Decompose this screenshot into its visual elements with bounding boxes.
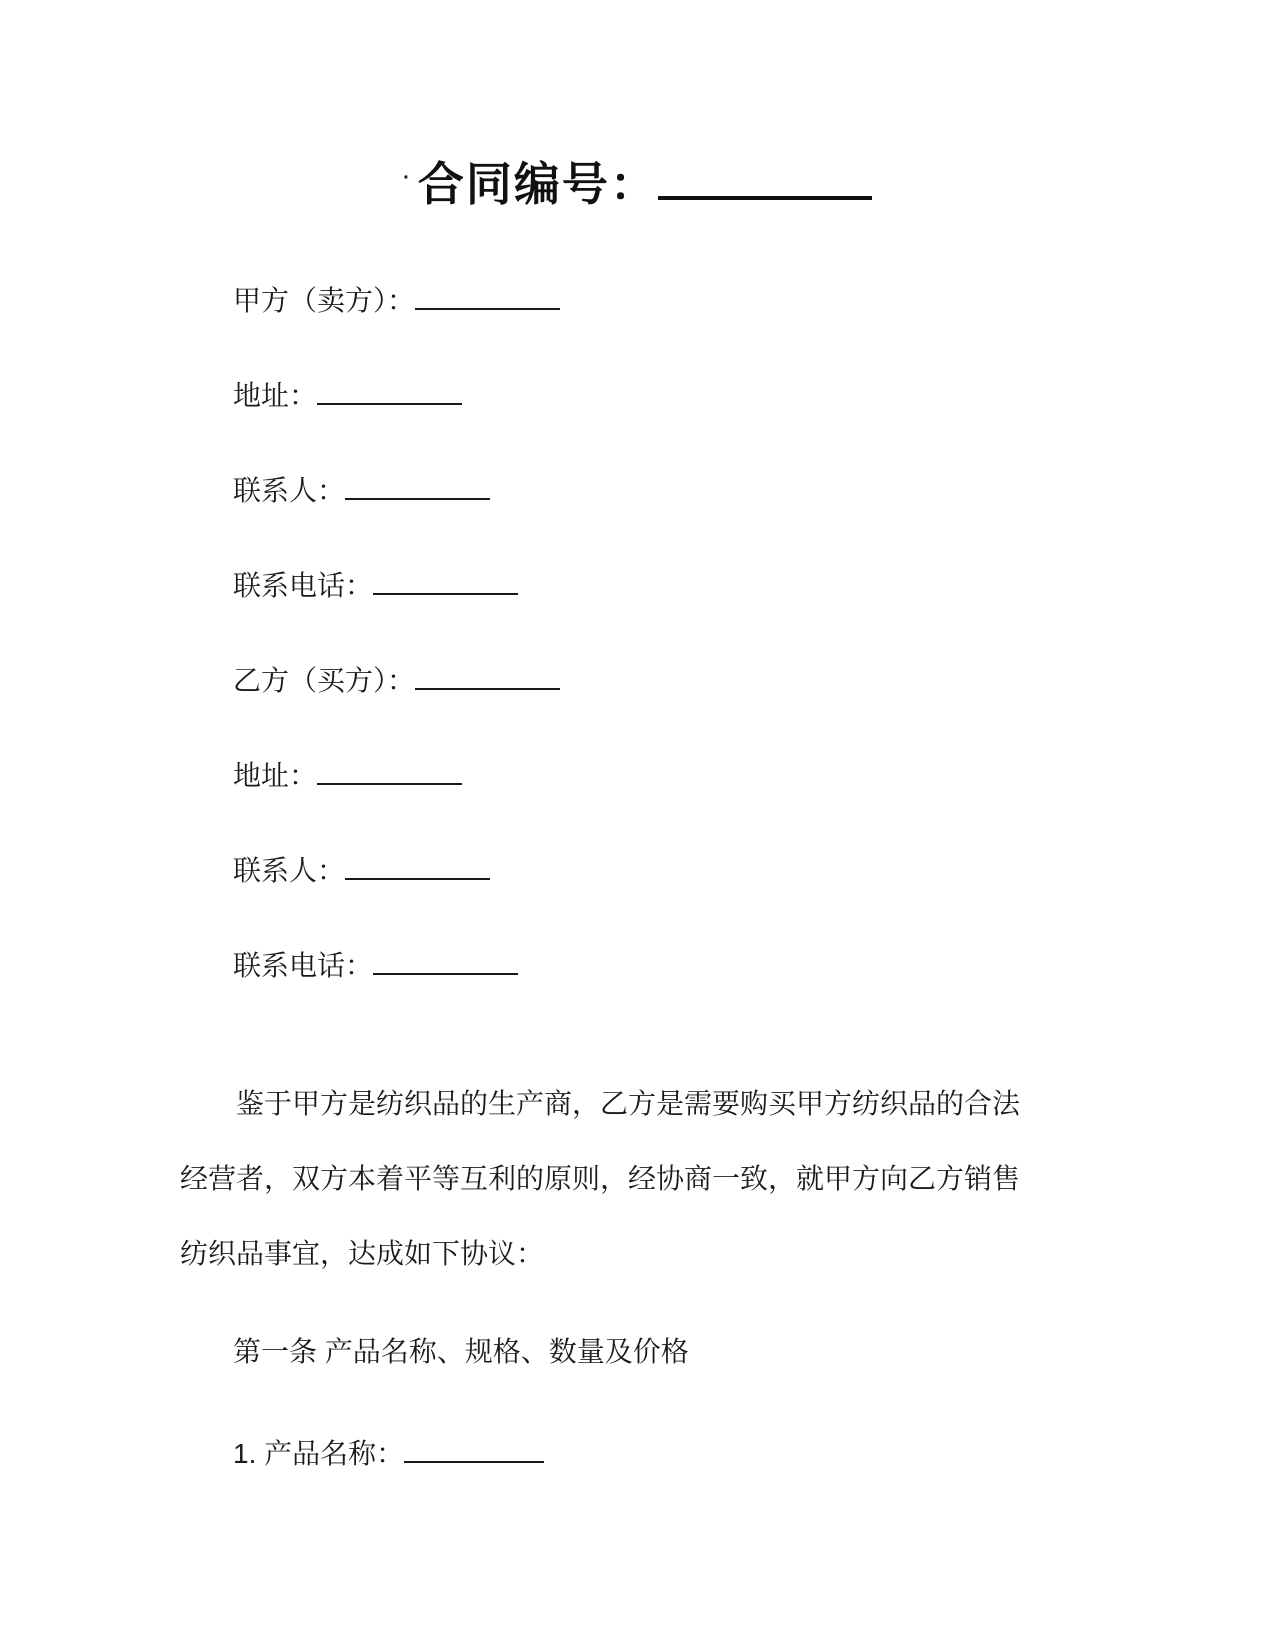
field-party-a-phone bbox=[233, 565, 1095, 602]
field-party-b-phone bbox=[233, 945, 1095, 982]
party-a-phone-blank-line bbox=[373, 565, 518, 595]
party-b-address-blank-line bbox=[317, 755, 462, 785]
field-party-b-label: 乙方（买方）： bbox=[233, 665, 416, 696]
field-party-b-contact-label: 联系人： bbox=[233, 855, 346, 886]
title-label: 合同编号： bbox=[417, 158, 658, 210]
clause-1-item-product-name bbox=[233, 1433, 1095, 1470]
field-party-a-address bbox=[233, 375, 1095, 412]
title-bullet-mark: · bbox=[403, 167, 410, 189]
field-party-b bbox=[233, 660, 1095, 697]
document-title bbox=[180, 148, 1095, 214]
contract-number-blank bbox=[658, 150, 872, 200]
party-b-blank-line bbox=[415, 660, 560, 690]
party-b-contact-blank-line bbox=[345, 850, 490, 880]
field-party-b-address bbox=[233, 755, 1095, 792]
party-b-phone-blank-line bbox=[373, 945, 518, 975]
field-party-b-contact bbox=[233, 850, 1095, 887]
party-a-blank-line bbox=[415, 280, 560, 310]
preamble-paragraph: 鉴于甲方是纺织品的生产商，乙方是需要购买甲方纺织品的合法经营者，双方本着平等互利的原则，经协商一致，就甲方向乙方销售纺织品事宜，达成如下协议： bbox=[180, 1088, 1021, 1269]
field-party-a-address-label: 地址： bbox=[233, 380, 318, 411]
party-a-contact-blank-line bbox=[345, 470, 490, 500]
field-party-a-contact-label: 联系人： bbox=[233, 475, 346, 506]
field-party-a-contact bbox=[233, 470, 1095, 507]
clause-1-heading: 第一条 产品名称、规格、数量及价格 bbox=[233, 1336, 689, 1367]
field-party-b-address-label: 地址： bbox=[233, 760, 318, 791]
field-party-a-label: 甲方（卖方）： bbox=[233, 285, 416, 316]
field-party-b-phone-label: 联系电话： bbox=[233, 950, 374, 981]
product-name-blank-line bbox=[404, 1433, 544, 1463]
field-party-a-phone-label: 联系电话： bbox=[233, 570, 374, 601]
field-party-a bbox=[233, 280, 1095, 317]
product-name-label: 1. 产品名称： bbox=[233, 1438, 405, 1469]
party-a-address-blank-line bbox=[317, 375, 462, 405]
